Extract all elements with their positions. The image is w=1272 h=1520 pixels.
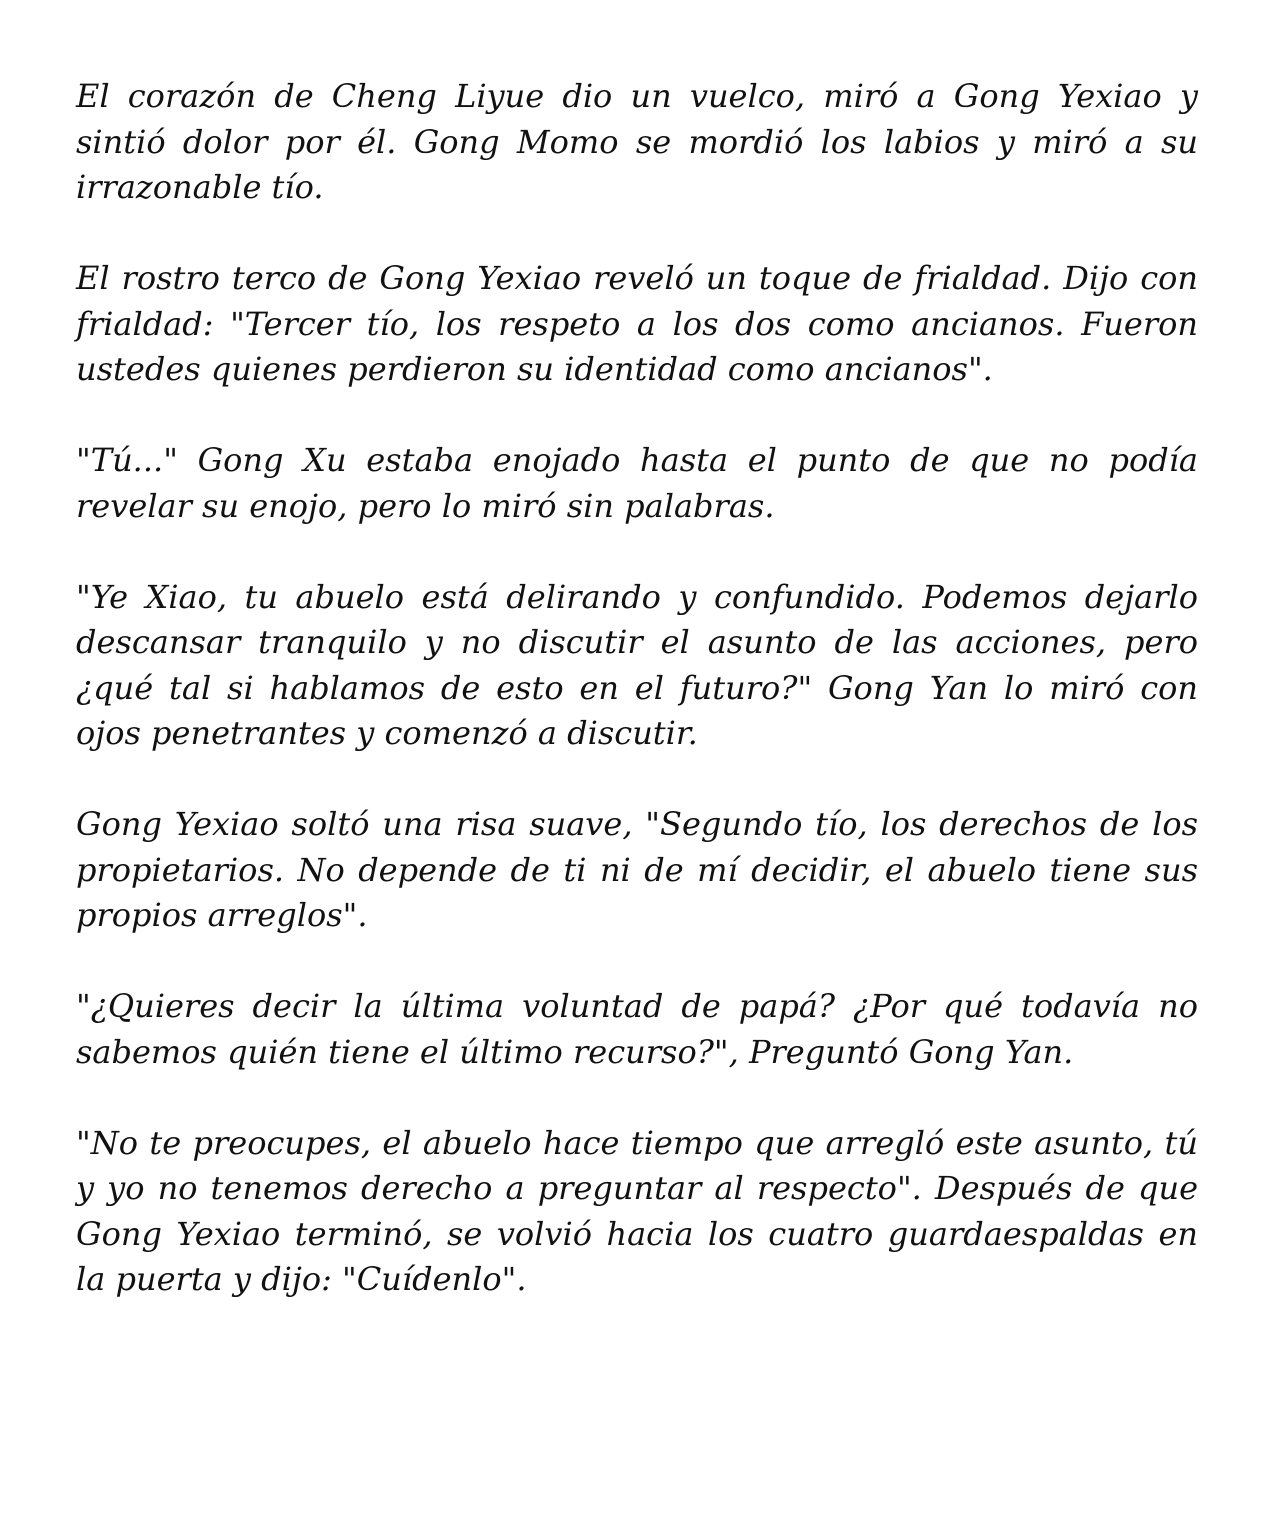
paragraph-6: "¿Quieres decir la última voluntad de papá? ¿Por qué todavía no sabemos quién tiene el último recurso?", Preguntó Gong Yan. <box>76 987 1198 1071</box>
paragraph-4: "Ye Xiao, tu abuelo está delirando y confundido. Podemos dejarlo descansar tranquilo y no discutir el asunto de las acciones, pero ¿qué tal si hablamos de esto en el futuro?" Gong Yan lo miró con ojos penetrantes y comenzó a discutir. <box>76 577 1198 752</box>
paragraph-2: El rostro terco de Gong Yexiao reveló un toque de frialdad. Dijo con frialdad: "Tercer tío, los respeto a los dos como ancianos. Fueron ustedes quienes perdieron su identidad como ancianos". <box>76 259 1198 388</box>
paragraph-3: "Tú..." Gong Xu estaba enojado hasta el punto de que no podía revelar su enojo, pero lo miró sin palabras. <box>76 441 1198 525</box>
paragraph-1: El corazón de Cheng Liyue dio un vuelco, miró a Gong Yexiao y sintió dolor por él. Gong Momo se mordió los labios y miró a su irrazonable tío. <box>76 77 1198 206</box>
paragraph-5: Gong Yexiao soltó una risa suave, "Segundo tío, los derechos de los propietarios. No depende de ti ni de mí decidir, el abuelo tiene sus propios arreglos". <box>76 805 1198 934</box>
paragraph-7: "No te preocupes, el abuelo hace tiempo que arregló este asunto, tú y yo no tenemos derecho a preguntar al respecto". Después de que Gong Yexiao terminó, se volvió hacia los cuatro guardaespaldas en la puerta y dijo: "Cuídenlo". <box>76 1123 1198 1298</box>
document-body <box>76 74 1198 1303</box>
